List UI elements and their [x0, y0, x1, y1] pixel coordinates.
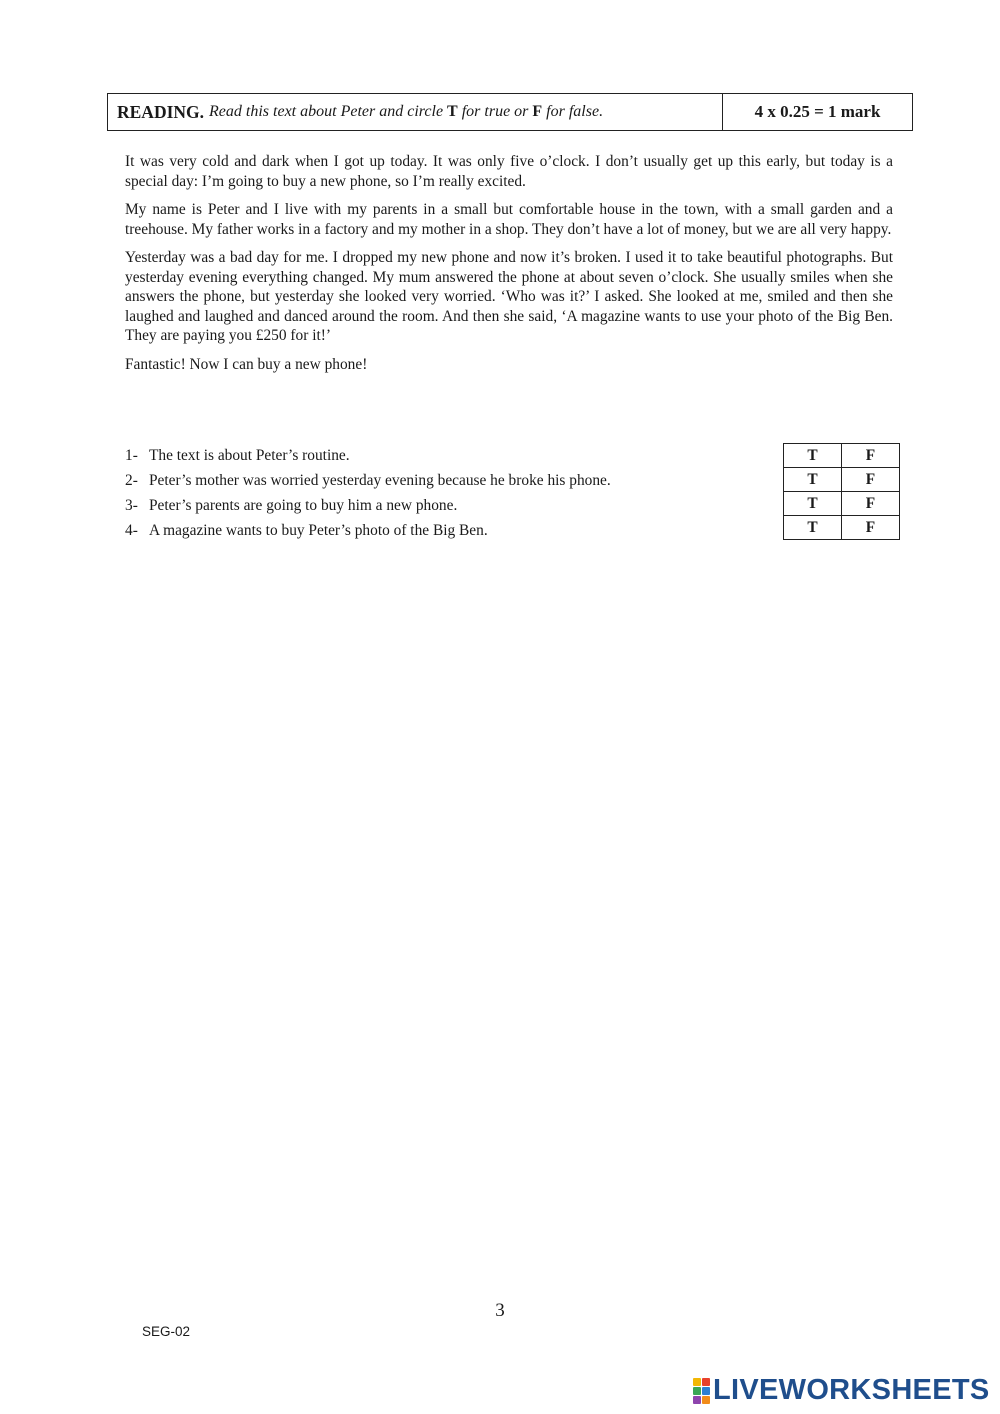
logo-text: LIVEWORKSHEETS [713, 1374, 990, 1406]
passage-paragraph: It was very cold and dark when I got up today. It was only five o’clock. I don’t usually get up this early, but today is a special day: I’m going to buy a new phone, so I’m really excited. [125, 153, 893, 190]
tf-row [784, 492, 900, 516]
tf-row [784, 468, 900, 492]
passage-paragraph: Fantastic! Now I can buy a new phone! [125, 355, 368, 373]
marks-label: 4 x 0.25 = 1 mark [754, 102, 881, 121]
question-text: A magazine wants to buy Peter’s photo of the Big Ben. [149, 521, 488, 539]
question-item [125, 468, 685, 493]
true-option[interactable]: T [784, 492, 842, 516]
question-number: 1- [125, 446, 138, 464]
logo-icon [693, 1378, 710, 1404]
question-number: 3- [125, 496, 138, 514]
liveworksheets-logo [693, 1374, 990, 1407]
question-text: Peter’s parents are going to buy him a new phone. [149, 496, 458, 514]
question-text: The text is about Peter’s routine. [149, 446, 350, 464]
true-option[interactable]: T [784, 516, 842, 540]
question-item [125, 443, 685, 468]
document-code: SEG-02 [142, 1324, 191, 1339]
page-number: 3 [495, 1300, 505, 1321]
true-option[interactable]: T [784, 468, 842, 492]
question-number: 4- [125, 521, 138, 539]
instruction-text: Read this text about Peter and circle T for true or F for false. [209, 103, 604, 120]
question-item [125, 493, 685, 518]
false-option[interactable]: F [842, 468, 900, 492]
tf-row [784, 444, 900, 468]
question-item [125, 518, 685, 543]
true-option[interactable]: T [784, 444, 842, 468]
question-list [125, 443, 685, 543]
false-option[interactable]: F [842, 492, 900, 516]
question-text: Peter’s mother was worried yesterday evening because he broke his phone. [149, 471, 611, 489]
true-false-table [783, 443, 900, 540]
false-option[interactable]: F [842, 444, 900, 468]
section-title: READING. [117, 101, 205, 122]
section-instruction [108, 94, 723, 130]
passage-paragraph: Yesterday was a bad day for me. I dropped my new phone and now it’s broken. I used it to take beautiful photographs. But yesterday evening everything changed. My mum answered the phone at about seven o’clock. She usually smiles when she answers the phone, but yesterday she looked very worried. ‘Who was it?’ I asked. She looked at me, smiled and then she laughed and laughed and danced around the room. And then she said, ‘A magazine wants to use your photo of the Big Ben. They are paying you £250 for it!’ [125, 249, 893, 344]
false-option[interactable]: F [842, 516, 900, 540]
reading-passage [125, 152, 893, 383]
passage-paragraph: My name is Peter and I live with my parents in a small but comfortable house in the town, with a small garden and a treehouse. My father works in a factory and my mother in a shop. They don’t have a lot of money, but we are all very happy. [125, 201, 893, 238]
tf-row [784, 516, 900, 540]
section-header [107, 93, 913, 131]
question-number: 2- [125, 471, 138, 489]
